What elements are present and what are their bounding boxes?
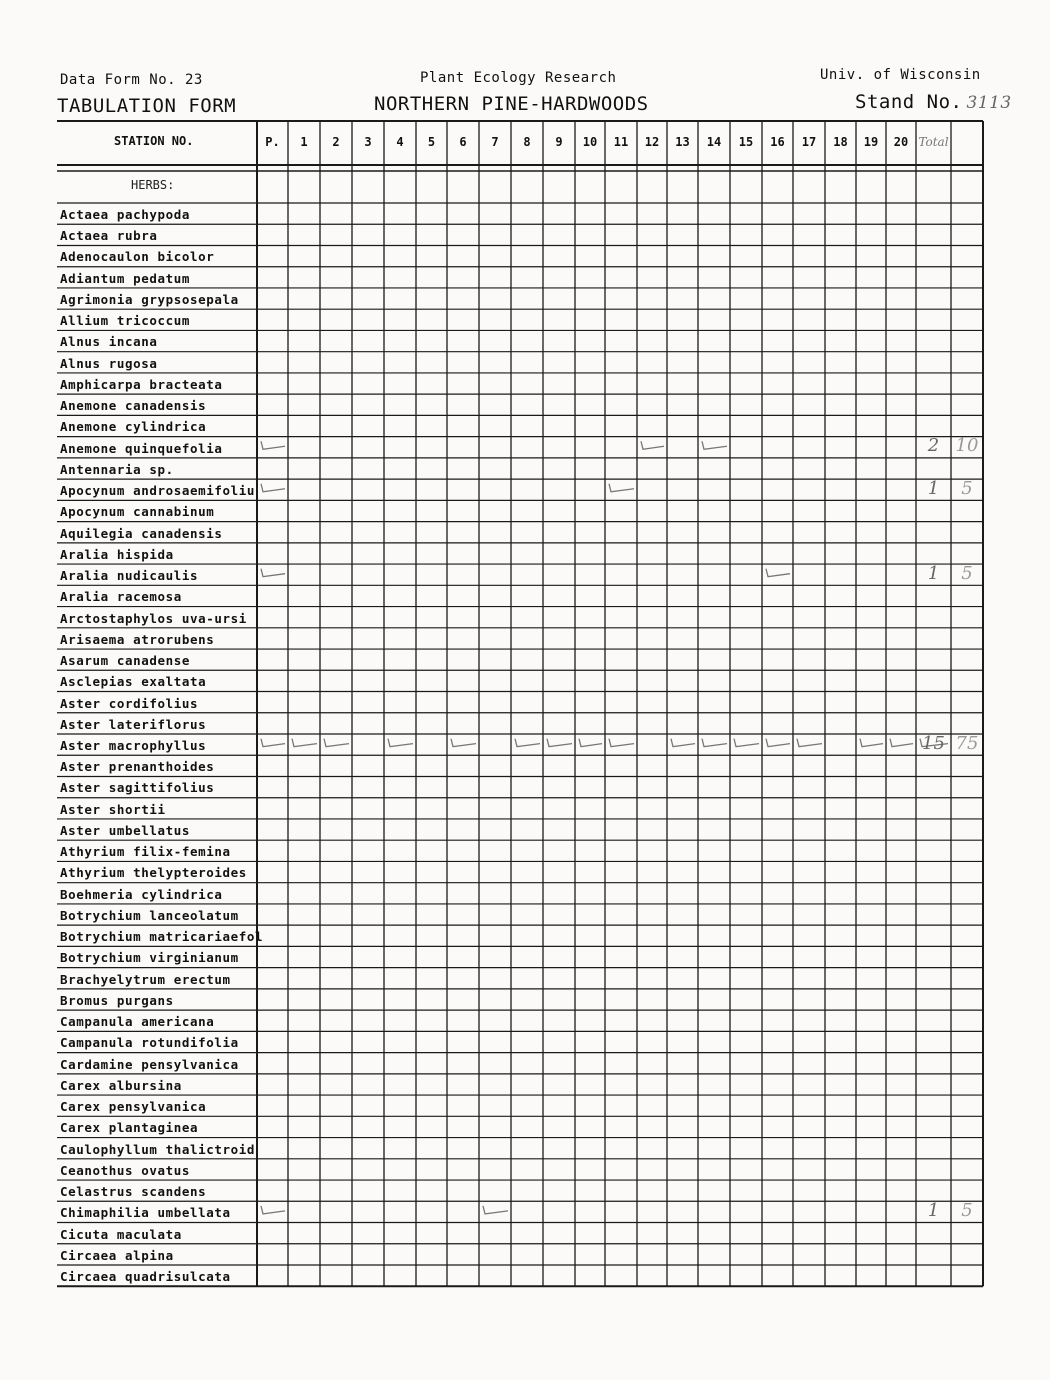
species-name: Campanula americana — [60, 1014, 215, 1030]
species-name: Carex plantaginea — [60, 1120, 199, 1136]
column-header: 11 — [613, 135, 629, 149]
species-name: Aster umbellatus — [60, 822, 191, 838]
species-name: Botrychium virginianum — [60, 950, 239, 966]
check-mark — [766, 739, 790, 747]
species-name: Anemone canadensis — [60, 398, 207, 414]
check-mark — [547, 739, 572, 747]
row-total: 1 — [927, 562, 940, 584]
row-extra-value: 5 — [961, 1199, 973, 1221]
check-mark — [324, 739, 349, 747]
check-mark — [671, 739, 695, 747]
species-name: Celastrus scandens — [60, 1184, 207, 1200]
row-total: 15 — [922, 732, 945, 754]
row-total: 1 — [927, 1199, 940, 1221]
check-mark — [797, 739, 822, 747]
column-header: 16 — [770, 135, 785, 149]
check-mark — [702, 739, 727, 747]
check-mark — [261, 1206, 285, 1214]
species-name: Campanula rotundifolia — [60, 1035, 239, 1051]
species-name: Brachyelytrum erectum — [60, 971, 231, 987]
species-name: Actaea rubra — [60, 228, 158, 244]
column-header: 20 — [893, 135, 909, 149]
species-name: Aster cordifolius — [60, 695, 199, 711]
species-name: Alnus incana — [60, 334, 158, 350]
species-name: Aralia hispida — [60, 546, 174, 562]
species-name: Aster lateriflorus — [60, 716, 207, 732]
species-name: Amphicarpa bracteata — [60, 376, 223, 392]
check-mark — [388, 739, 413, 747]
species-name: Alnus rugosa — [60, 355, 158, 371]
check-mark — [483, 1206, 508, 1214]
check-mark — [579, 739, 602, 747]
check-mark — [702, 441, 727, 449]
stand-label: Stand No. — [855, 91, 963, 113]
species-name: Aquilegia canadensis — [60, 525, 223, 541]
column-header: 10 — [582, 135, 598, 149]
species-name: Boehmeria cylindrica — [60, 886, 223, 902]
species-name: Anemone cylindrica — [60, 419, 207, 435]
herbs-section-label: HERBS: — [131, 178, 175, 192]
species-name: Agrimonia grypsosepala — [60, 291, 239, 307]
species-name: Circaea quadrisulcata — [60, 1269, 231, 1284]
species-name: Circaea alpina — [60, 1247, 174, 1263]
row-total: 2 — [927, 435, 940, 457]
species-name: Bromus purgans — [60, 992, 174, 1008]
column-header: 18 — [833, 135, 848, 149]
check-mark — [515, 739, 540, 747]
column-header: 5 — [427, 135, 436, 149]
column-header: 15 — [738, 135, 754, 149]
column-header: 6 — [459, 135, 467, 149]
species-name: Actaea pachypoda — [60, 207, 191, 222]
column-header: 14 — [706, 135, 722, 149]
station-number-header: STATION NO. — [114, 134, 194, 148]
column-header: 7 — [491, 135, 499, 149]
species-name: Caulophyllum thalictroid — [60, 1141, 256, 1157]
check-mark — [641, 441, 664, 449]
column-header: 19 — [863, 135, 879, 149]
species-name: Ceanothus ovatus — [60, 1162, 191, 1178]
check-mark — [451, 739, 476, 747]
species-name: Arisaema atrorubens — [60, 631, 215, 647]
species-name: Apocynum androsaemifoliu — [60, 483, 256, 499]
community-title: NORTHERN PINE-HARDWOODS — [374, 93, 649, 115]
species-name: Chimaphilia umbellata — [60, 1205, 231, 1221]
species-name: Cicuta maculata — [60, 1226, 182, 1242]
species-name: Asclepias exaltata — [60, 674, 207, 690]
check-mark — [261, 569, 285, 577]
organization: Plant Ecology Research — [420, 70, 617, 86]
university: Univ. of Wisconsin — [820, 67, 981, 83]
species-name: Cardamine pensylvanica — [60, 1056, 239, 1072]
row-total: 1 — [927, 477, 940, 499]
check-mark — [261, 484, 285, 492]
column-header: 12 — [644, 135, 660, 149]
species-name: Aster sagittifolius — [60, 780, 215, 796]
species-name: Apocynum cannabinum — [60, 504, 215, 520]
check-mark — [261, 441, 285, 449]
form-number: Data Form No. 23 — [60, 72, 203, 88]
species-name: Athyrium thelypteroides — [60, 865, 247, 881]
species-name: Asarum canadense — [60, 653, 191, 669]
column-header: 1 — [300, 135, 308, 149]
column-header: 17 — [801, 135, 817, 149]
row-extra-value: 5 — [961, 562, 973, 584]
column-header: 4 — [396, 135, 404, 149]
species-name: Anemone quinquefolia — [60, 440, 223, 456]
species-name: Adiantum pedatum — [60, 270, 191, 286]
row-extra-value: 10 — [955, 435, 979, 457]
species-name: Aralia racemosa — [60, 589, 182, 605]
species-name: Athyrium filix-femina — [60, 844, 231, 860]
check-mark — [609, 484, 634, 492]
column-header: 13 — [675, 135, 690, 149]
check-mark — [292, 739, 317, 747]
row-extra-value: 5 — [961, 477, 973, 499]
row-extra-value: 75 — [955, 732, 979, 754]
check-mark — [734, 739, 759, 747]
species-name: Antennaria sp. — [60, 461, 174, 477]
total-column-header: Total — [918, 135, 949, 149]
species-name: Allium tricoccum — [60, 313, 191, 329]
form-title: TABULATION FORM — [57, 95, 237, 117]
column-header: 2 — [332, 135, 340, 149]
column-header: 3 — [364, 135, 372, 149]
species-name: Adenocaulon bicolor — [60, 249, 215, 265]
species-name: Carex pensylvanica — [60, 1099, 207, 1115]
species-name: Aralia nudicaulis — [60, 568, 199, 584]
check-mark — [766, 569, 790, 577]
check-mark — [860, 739, 883, 747]
stand-value: 3113 — [966, 93, 1012, 113]
column-header: P. — [265, 135, 280, 149]
column-header: 9 — [555, 135, 563, 149]
check-mark — [261, 739, 285, 747]
species-name: Aster prenanthoides — [60, 759, 215, 775]
species-name: Arctostaphylos uva-ursi — [60, 610, 247, 626]
species-name: Botrychium matricariaefol — [60, 929, 264, 945]
species-name: Carex albursina — [60, 1077, 182, 1093]
species-name: Botrychium lanceolatum — [60, 907, 239, 923]
column-header: 8 — [523, 135, 531, 149]
check-mark — [890, 739, 913, 747]
species-name: Aster shortii — [60, 801, 166, 817]
check-mark — [609, 739, 634, 747]
species-name: Aster macrophyllus — [60, 738, 207, 753]
